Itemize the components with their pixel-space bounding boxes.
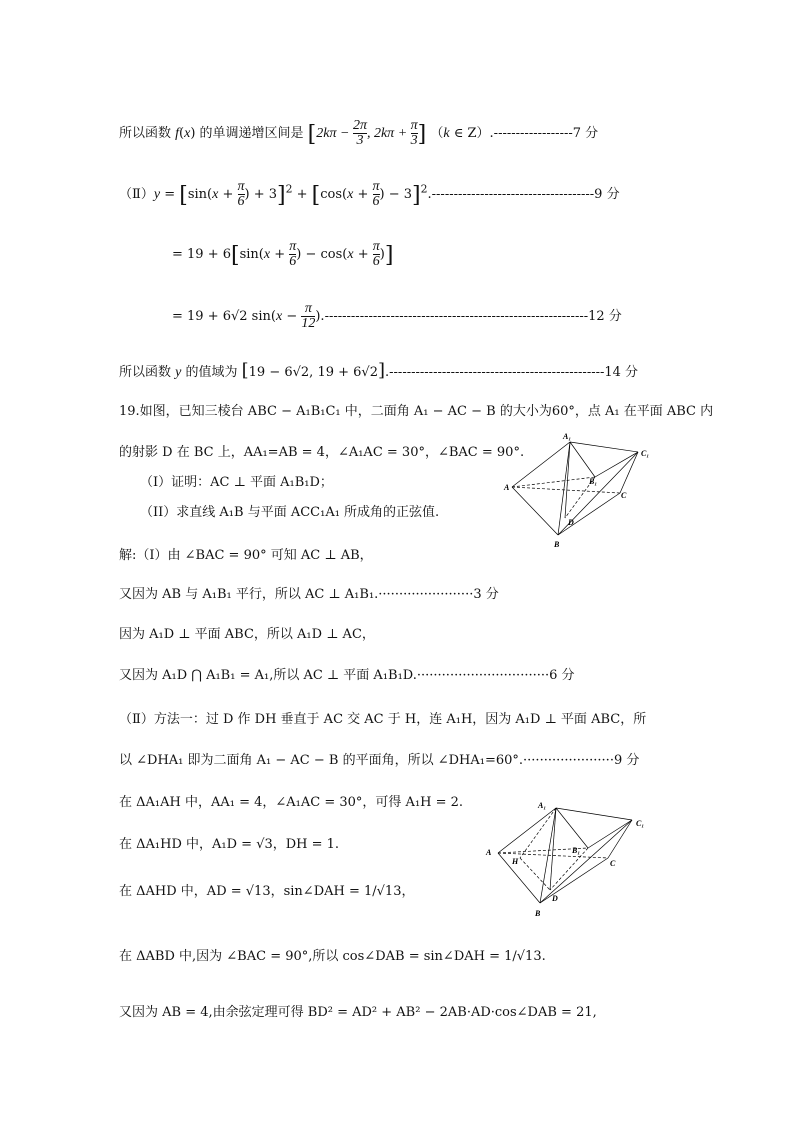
fig1-label-B: B [554,540,560,549]
line-12-text: 因为 A₁D ⊥ 平面 ABC，所以 A₁D ⊥ AC， [119,627,375,642]
figure-2 [480,798,660,923]
line-3: = 19 + 6[sin(x + $\frac{\pi}{6}) - \cos(x$ + $\frac{\pi}{6}$)] [172,239,394,269]
fig1-label-B1: B₁ [589,477,598,486]
fig1-label-A1: A₁ [563,432,572,441]
line-7-text: 的射影 D 在 BC 上，AA₁=AB = 4，∠A₁AC = 30°，∠BAC = 90°. [119,445,525,460]
fig2-label-D: D [552,894,558,903]
figure-1 [500,430,670,555]
fig1-label-C: C [621,491,627,500]
line-15-text: 以 ∠DHA₁ 即为二面角 A₁ − AC − B 的平面角，所以 ∠DHA₁=60°.······················9 分 [119,753,640,768]
line-7 [119,446,524,459]
fig2-label-B: B [535,909,541,918]
line-17 [119,838,339,851]
line-13 [119,669,575,682]
line-1: 所以函数 f(x) 的单调递增区间是 [2kπ − $\frac{2\pi}{3}$, 2kπ + $\frac{\pi}{3}$] （k ∈ Z）.------------------7 分 [119,118,599,148]
fig1-label-C1: C₁ [641,449,650,458]
line-16 [119,796,463,809]
line-5: 所以函数 y 的值域为 [19 − 6√2, 19 + 6√2].-------------------------------------------------14 分 [119,360,639,381]
line-20 [119,1006,597,1019]
line-18 [119,885,414,898]
line-20-text: 又因为 AB = 4,由余弦定理可得 BD² = AD² + AB² − 2AB·AD·cos∠DAB = 21, [119,1005,597,1020]
line-16-text: 在 ΔA₁AH 中，AA₁ = 4，∠A₁AC = 30°，可得 A₁H = 2. [119,795,464,810]
line-19-text: 在 ΔABD 中,因为 ∠BAC = 90°,所以 cos∠DAB = sin∠DAH = 1/√13. [119,949,546,964]
fig2-label-A: A [486,848,492,857]
line-11-text: 又因为 AB 与 A₁B₁ 平行，所以 AC ⊥ A₁B₁.·······················3 分 [119,587,499,602]
line-15 [119,754,639,767]
line-10-text: 解:（Ⅰ）由 ∠BAC = 90° 可知 AC ⊥ AB， [119,548,373,563]
line-14-text: （Ⅱ）方法一：过 D 作 DH 垂直于 AC 交 AC 于 H，连 A₁H，因为 A₁D ⊥ 平面 ABC，所 [119,712,647,727]
line-10 [119,549,373,562]
line-4: = 19 + 6√2 sin(x − $\frac{\pi}{12}).------------------------------------------------------------12$ 分 [172,301,622,331]
line-8 [140,476,333,489]
line-11 [119,588,499,601]
fig1-label-D: D [568,518,574,527]
line-9 [140,506,439,519]
line-8-text: （I）证明：AC ⊥ 平面 A₁B₁D； [140,475,333,490]
line-9-text: （II）求直线 A₁B 与平面 ACC₁A₁ 所成角的正弦值. [140,505,440,520]
line-17-text: 在 ΔA₁HD 中，A₁D = √3，DH = 1. [119,837,340,852]
fig2-label-B1: B₁ [572,846,581,855]
fig2-label-H: H [512,857,519,866]
fig1-label-A: A [504,483,510,492]
line-13-text: 又因为 A₁D ⋂ A₁B₁ = A₁,所以 AC ⊥ 平面 A₁B₁D.································6 分 [119,668,575,683]
fig2-label-A1: A₁ [538,801,547,810]
line-18-text: 在 ΔAHD 中，AD = √13，sin∠DAH = 1/√13， [119,884,415,899]
line-14 [119,713,646,726]
fig2-label-C: C [610,859,616,868]
line-6 [119,405,713,418]
line-2: （Ⅱ）y = [sin(x + $\frac{\pi}{6}) + 3]^2 + [\cos(x$ + $\frac{\pi}{6}) - 3]^2.-------------------------------------9$ 分 [119,179,620,209]
line-6-text: 19.如图，已知三棱台 ABC − A₁B₁C₁ 中，二面角 A₁ − AC − B 的大小为60°，点 A₁ 在平面 ABC 内 [119,404,714,419]
fig2-label-C1: C₁ [636,819,645,828]
line-19 [119,950,546,963]
line-12 [119,628,375,641]
